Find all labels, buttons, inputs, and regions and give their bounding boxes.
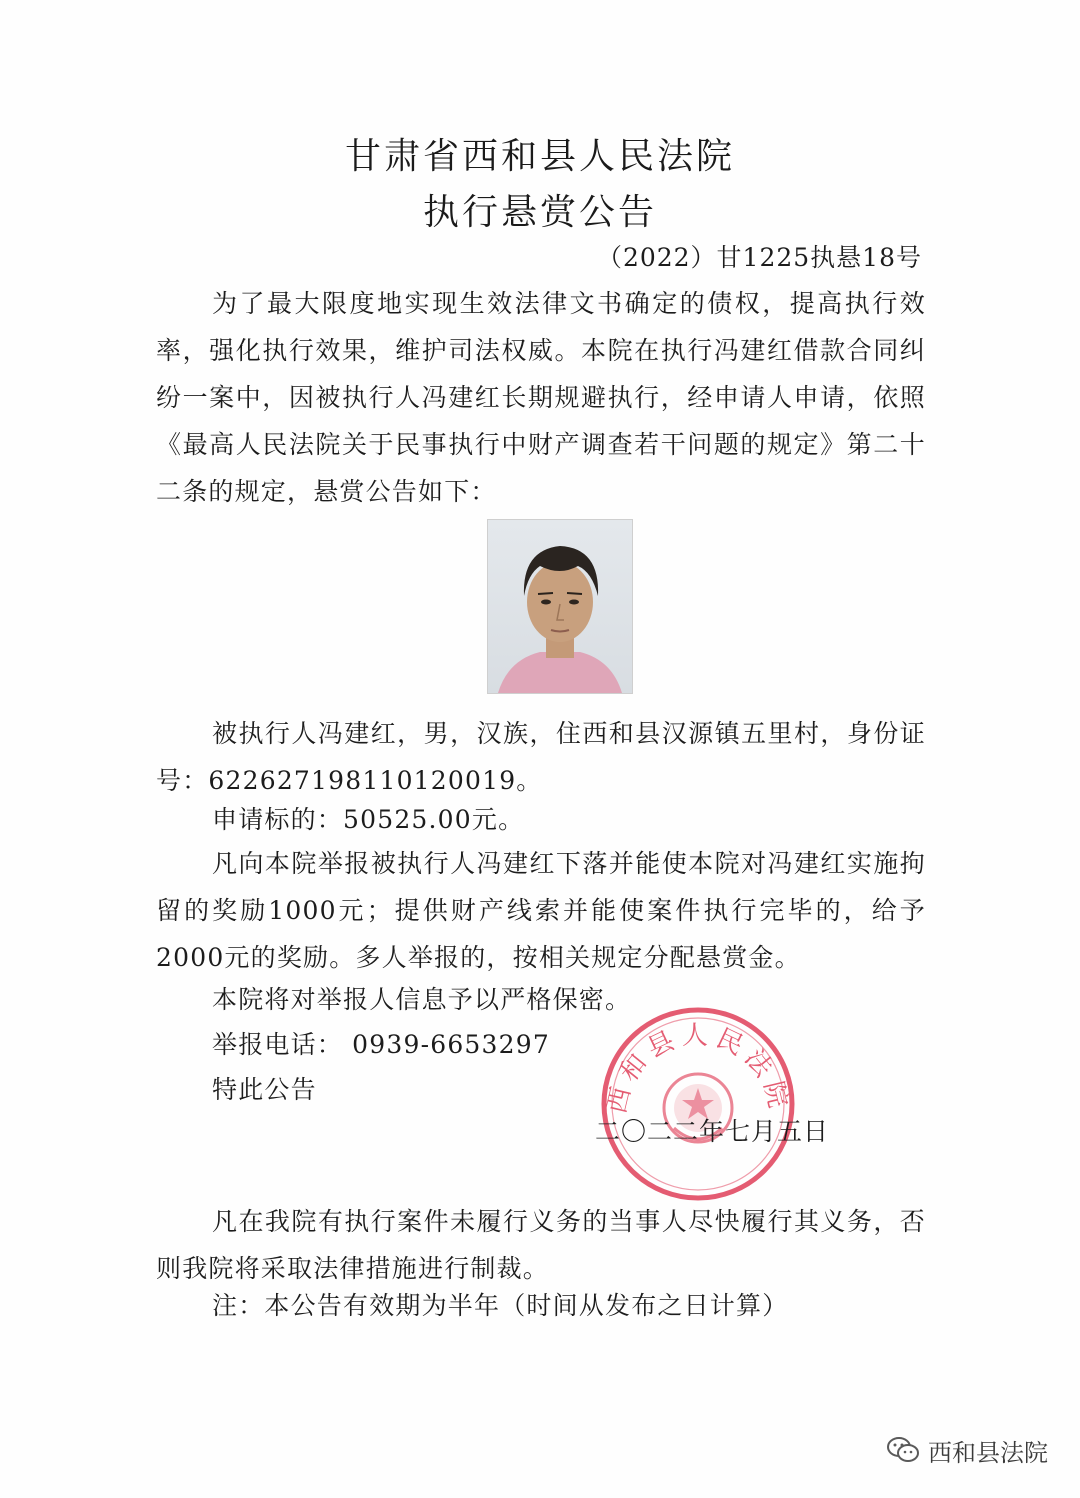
warning-paragraph: 凡在我院有执行案件未履行义务的当事人尽快履行其义务，否则我院将采取法律措施进行制裁。 [156,1207,926,1283]
portrait-image [488,520,632,693]
confidentiality-line: 本院将对举报人信息予以严格保密。 [212,985,632,1014]
issue-date: 二〇二二年七月五日 [595,1117,830,1146]
svg-text:西和县人民法院: 西和县人民法院 [601,1021,795,1117]
wechat-watermark [886,1428,1048,1472]
document-title: 执行悬赏公告 [422,192,657,233]
target-amount: 申请标的：50525.00元。 [212,805,525,834]
case-number: （2022）甘1225执悬18号 [596,243,922,272]
reward-paragraph: 凡向本院举报被执行人冯建红下落并能使本院对冯建红实施拘留的奖励1000元；提供财产线索并能使案件执行完毕的，给予2000元的奖励。多人举报的，按相关规定分配悬赏金。 [156,849,926,972]
court-seal-stamp [598,1004,798,1204]
intro-paragraph: 为了最大限度地实现生效法律文书确定的债权，提高执行效率，强化执行效果，维护司法权威。本院在执行冯建红借款合同纠纷一案中，因被执行人冯建红长期规避执行，经申请人申请，依照《最高人民法院关于民事执行中财产调查若干问题的规定》第二十二条的规定，悬赏公告如下： [156,289,926,506]
court-name: 甘肃省西和县人民法院 [344,136,735,177]
validity-note: 注：本公告有效期为半年（时间从发布之日计算） [212,1291,789,1320]
watermark-label: 西和县法院 [928,1438,1048,1467]
person-photo [487,519,633,694]
wechat-icon [886,1435,920,1465]
person-info-paragraph: 被执行人冯建红，男，汉族，住西和县汉源镇五里村，身份证号：622627198110120019。 [156,719,926,795]
report-phone: 举报电话： 0939-6653297 [212,1030,550,1059]
closing-line: 特此公告 [212,1075,317,1104]
